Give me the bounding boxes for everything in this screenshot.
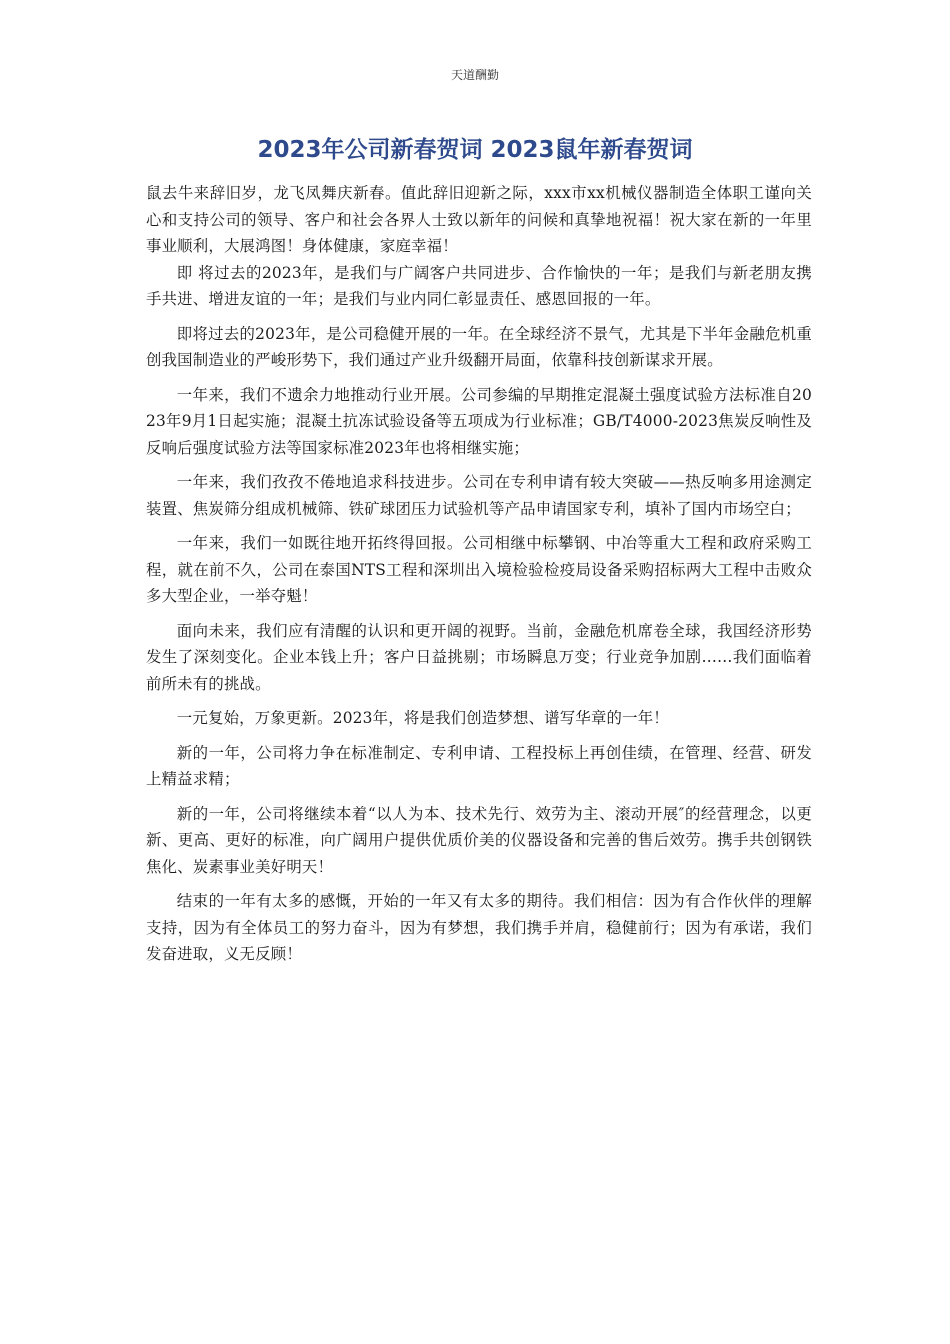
paragraph-11: 结束的一年有太多的感慨，开始的一年又有太多的期待。我们相信：因为有合作伙伴的理解支持，因为有全体员工的努力奋斗，因为有梦想，我们携手并肩，稳健前行；因为有承诺，我们发奋进取，义无反顾！ — [146, 892, 812, 963]
paragraph-1: 鼠去牛来辞旧岁，龙飞凤舞庆新春。值此辞旧迎新之际，xxx市xx机械仪器制造全体职工谨向关心和支持公司的领导、客户和社会各界人士致以新年的问候和真挚地祝福！祝大家在新的一年里事业顺利，大展鸿图！身体健康，家庭幸福！ — [146, 184, 812, 255]
paragraph-6: 一年来，我们一如既往地开拓终得回报。公司相继中标攀钢、中冶等重大工程和政府采购工程，就在前不久，公司在泰国NTS工程和深圳出入境检验检疫局设备采购招标两大工程中击败众多大型企业，一举夺魁！ — [146, 534, 812, 605]
document-body — [146, 180, 812, 968]
paragraph-2: 即 将过去的2023年，是我们与广阔客户共同进步、合作愉快的一年；是我们与新老朋友携手共进、增进友谊的一年；是我们与业内同仁彰显责任、感恩回报的一年。 — [146, 263, 812, 308]
paragraph-4: 一年来，我们不遗余力地推动行业开展。公司参编的早期推定混凝土强度试验方法标准自2023年9月1日起实施；混凝土抗冻试验设备等五项成为行业标准；GB/T4000-2023焦炭反响性及反响后强度试验方法等国家标准2023年也将相继实施； — [146, 385, 812, 457]
paragraph-9: 新的一年，公司将力争在标准制定、专利申请、工程投标上再创佳绩，在管理、经营、研发上精益求精； — [146, 743, 812, 788]
paragraph-10: 新的一年，公司将继续本着“以人为本、技术先行、效劳为主、滚动开展″的经营理念，以更新、更高、更好的标准，向广阔用户提供优质价美的仪器设备和完善的售后效劳。携手共创钢铁焦化、炭素事业美好明天！ — [146, 804, 812, 876]
paragraph-7: 面向未来，我们应有清醒的认识和更开阔的视野。当前，金融危机席卷全球，我国经济形势发生了深刻变化。企业本钱上升；客户日益挑剔；市场瞬息万变；行业竞争加剧……我们面临着前所未有的挑战。 — [146, 621, 812, 693]
paragraph-3: 即将过去的2023年，是公司稳健开展的一年。在全球经济不景气，尤其是下半年金融危机重创我国制造业的严峻形势下，我们通过产业升级翻开局面，依靠科技创新谋求开展。 — [146, 324, 812, 369]
page-header: 天道酬勤 — [450, 68, 499, 82]
paragraph-8: 一元复始，万象更新。2023年，将是我们创造梦想、谱写华章的一年！ — [176, 709, 669, 727]
document-title: 2023年公司新春贺词 2023鼠年新春贺词 — [257, 137, 693, 163]
paragraph-5: 一年来，我们孜孜不倦地追求科技进步。公司在专利申请有较大突破——热反响多用途测定装置、焦炭筛分组成机械筛、铁矿球团压力试验机等产品申请国家专利，填补了国内市场空白； — [146, 473, 812, 518]
